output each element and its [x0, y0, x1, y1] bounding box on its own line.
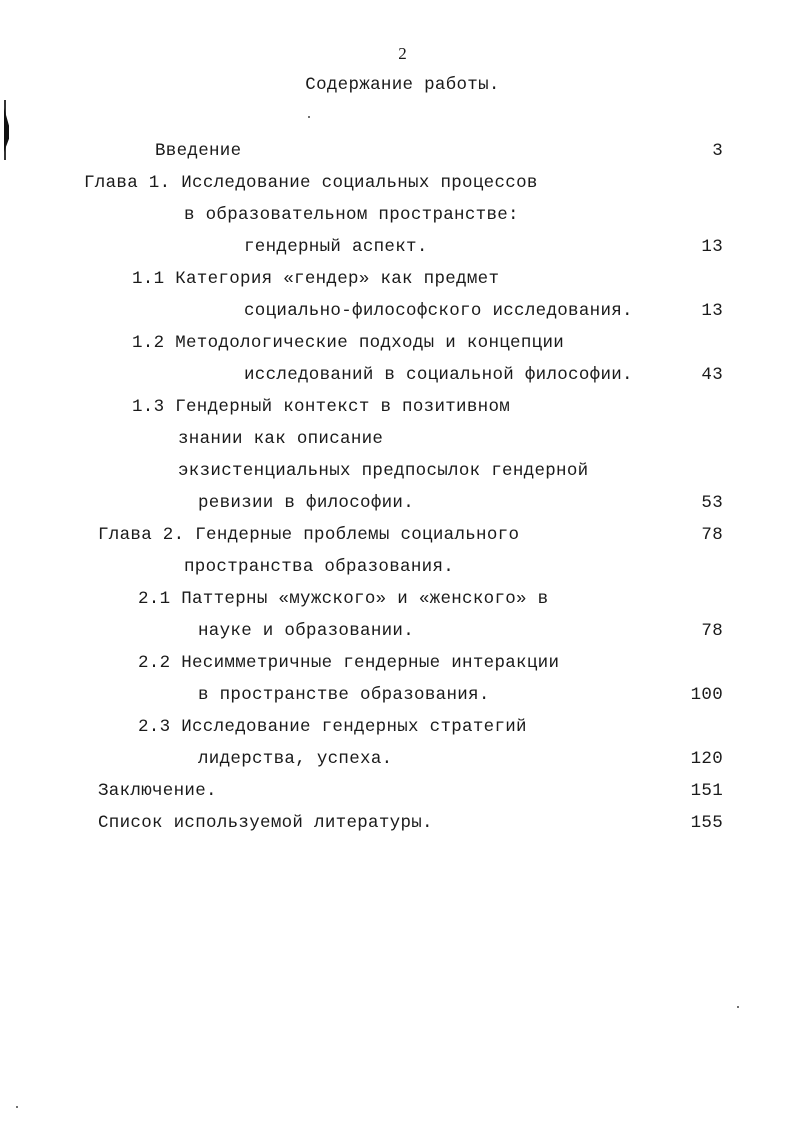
toc-page-number: 100	[690, 685, 723, 705]
toc-entry-intro: Введение	[155, 141, 242, 161]
toc-entry-chapter-2-line-2: пространства образования.	[184, 557, 455, 577]
toc-entry-section-2-1-line-2: науке и образовании.	[198, 621, 415, 641]
toc-entry-section-2-3-line-2: лидерства, успеха.	[198, 749, 393, 769]
page-title: Содержание работы.	[305, 75, 500, 95]
toc-entry-section-2-3: 2.3 Исследование гендерных стратегий	[138, 717, 527, 737]
toc-page-number: 13	[701, 237, 723, 257]
scan-speck	[308, 116, 310, 118]
toc-page-number: 78	[701, 621, 723, 641]
toc-page-number: 155	[690, 813, 723, 833]
toc-entry-section-1-2-line-2: исследований в социальной философии.	[244, 365, 633, 385]
toc-entry-section-1-3: 1.3 Гендерный контекст в позитивном	[132, 397, 511, 417]
binding-mark-arrow	[4, 108, 9, 152]
scan-speck	[737, 1006, 739, 1008]
toc-entry-section-1-3-line-3: экзистенциальных предпосылок гендерной	[178, 461, 589, 481]
toc-page-number: 43	[701, 365, 723, 385]
toc-page-number: 13	[701, 301, 723, 321]
toc-page-number: 53	[701, 493, 723, 513]
toc-entry-chapter-2: Глава 2. Гендерные проблемы социального	[98, 525, 520, 545]
toc-page-number: 78	[701, 525, 723, 545]
toc-entry-section-2-2: 2.2 Несимметричные гендерные интеракции	[138, 653, 560, 673]
toc-entry-section-2-2-line-2: в пространстве образования.	[198, 685, 490, 705]
toc-page-number: 120	[690, 749, 723, 769]
scan-speck	[16, 1106, 18, 1108]
toc-page-number: 3	[712, 141, 723, 161]
toc-entry-chapter-1-line-2: в образовательном пространстве:	[184, 205, 519, 225]
toc-entry-section-1-3-line-4: ревизии в философии.	[198, 493, 415, 513]
toc-entry-chapter-1-line-3: гендерный аспект.	[244, 237, 428, 257]
toc-page-number: 151	[690, 781, 723, 801]
toc-entry-section-2-1: 2.1 Паттерны «мужского» и «женского» в	[138, 589, 549, 609]
toc-entry-section-1-2: 1.2 Методологические подходы и концепции	[132, 333, 565, 353]
toc-entry-section-1-1: 1.1 Категория «гендер» как предмет	[132, 269, 500, 289]
toc-entry-chapter-1: Глава 1. Исследование социальных процессов	[84, 173, 538, 193]
toc-entry-conclusion: Заключение.	[98, 781, 217, 801]
toc-entry-bibliography: Список используемой литературы.	[98, 813, 433, 833]
page-number: 2	[398, 44, 407, 63]
toc-entry-section-1-1-line-2: социально-философского исследования.	[244, 301, 633, 321]
toc-entry-section-1-3-line-2: знании как описание	[178, 429, 384, 449]
